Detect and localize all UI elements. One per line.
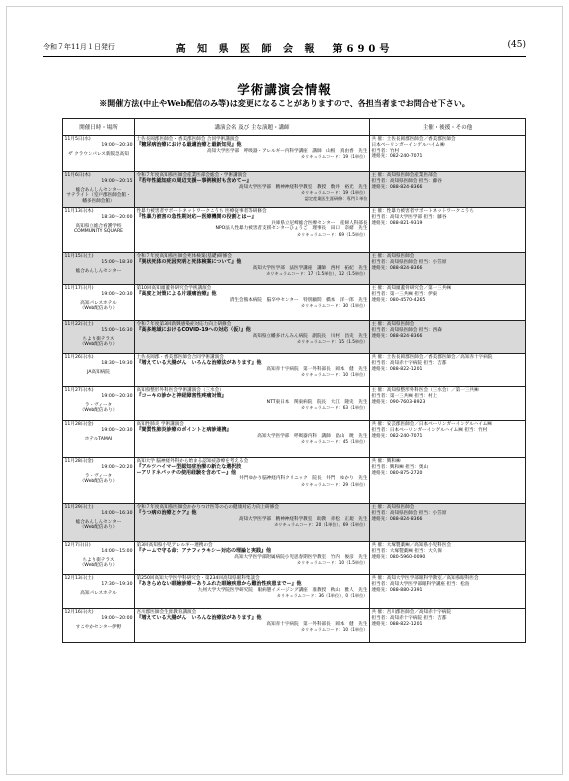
lecture-topic: 『増えている大腸がん いろんな治療法があります』他 xyxy=(136,614,262,621)
curriculum-code: カリキュラムコード：10（1単位） xyxy=(300,627,368,633)
organizer-info: 主 催：高知県医師会 担当者：高知県医師会 担当：小笠原 連絡先：088-824-8366 xyxy=(371,505,447,522)
date-cell xyxy=(63,421,135,458)
curriculum-code: カリキュラムコード：19（1単位） xyxy=(300,154,368,160)
lecture-topic: 『あきらめない眼瞼診療ーありふれた眼瞼疾患から難治性疾患までー』他 xyxy=(136,580,302,587)
event-name: 第3回高知県小児アレルギー連携の会 xyxy=(136,543,213,548)
event-venue: ラ・ヴィータ （Web配信あり） xyxy=(79,402,118,414)
organizer-cell xyxy=(370,609,526,643)
issue-date: 令和７年11月１日発行 xyxy=(43,43,115,51)
lecture-speaker: 高知大学医学部 精神神経科学教室 教授 数井 裕光 先生 xyxy=(238,184,368,190)
event-date: 11月15日(土) xyxy=(64,254,94,259)
lecture-cell xyxy=(135,575,370,609)
lecture-speaker: NTT東日本 関東病院 院長 大江 隆史 先生 xyxy=(266,399,368,405)
event-venue: ちより街テラス （Web配信あり） xyxy=(79,557,118,569)
organizer-cell xyxy=(370,504,526,542)
notice-text: ※開催方法(中止やWeb配信のみ等)は変更になることがありますので、各担当者までお問合せ下さい。 xyxy=(99,98,470,108)
event-time: 19:00～20:30 xyxy=(101,142,133,148)
table-row xyxy=(63,609,526,643)
table-row xyxy=(63,285,526,321)
event-name: 高知大学 脳神経外科から始まる認知症診療を考える会 xyxy=(136,459,249,464)
organizer-info: 共 催：興和㈱ 担当者：興和㈱ 担当：奥山 連絡先：080-875-2720 xyxy=(371,459,429,476)
event-time: 19:00～20:30 xyxy=(101,427,133,433)
event-time: 15:00～18:30 xyxy=(101,259,133,265)
event-venue: 総合あんしんセンター xyxy=(75,268,122,274)
event-date: 11月13日(木) xyxy=(64,209,94,214)
table-row xyxy=(63,504,526,542)
event-venue: ラ・ヴィータ （Web配信あり） xyxy=(79,473,118,485)
organizer-cell xyxy=(370,387,526,421)
date-cell xyxy=(63,253,135,285)
event-date: 11月27日(木) xyxy=(64,388,94,393)
table-row xyxy=(63,421,526,458)
lecture-topic: 『増えている大腸がん いろんな治療法があります』他 xyxy=(136,359,262,366)
lecture-topic: 『高度と対策による片頭痛治療』他 xyxy=(136,290,217,297)
organizer-info: 主 催：高知県医師会 担当者：高知県医師会 担当：西森 連絡先：088-824-8366 xyxy=(371,322,442,339)
event-name: 吾川郡医師会生涯教育講演会 xyxy=(136,610,197,615)
table-row xyxy=(63,354,526,387)
event-date: 11月5日(水) xyxy=(64,137,91,142)
organizer-cell xyxy=(370,253,526,285)
lecture-cell xyxy=(135,253,370,285)
lecture-cell xyxy=(135,458,370,504)
lecture-topic: 『高多地域におけるCOVID-19への対応（仮）』他 xyxy=(136,326,251,333)
event-venue: ザ クラウンパレス新阪急高知 xyxy=(68,151,129,157)
event-name: 令和７年度高知県医師会死体検案(基礎)研修会 xyxy=(136,254,232,259)
event-venue: 高知県立総合看護学校 COMMUNITY SQUARE xyxy=(73,223,124,235)
date-cell xyxy=(63,354,135,387)
lecture-topic: 『コーキの診かと神経障害性疼痛対策』 xyxy=(136,392,227,399)
organizer-cell xyxy=(370,458,526,504)
lecture-cell xyxy=(135,172,370,208)
event-name: 性暴力被害者サポートネットワークこうち 医療従事者等研修会 xyxy=(136,209,267,214)
lecture-cell xyxy=(135,609,370,643)
event-venue: 総合あんしんセンター （Web配信あり） xyxy=(75,519,122,531)
organizer-cell xyxy=(370,285,526,321)
page-number: (45) xyxy=(507,40,526,50)
organizer-info: 共 催：土佐長岡郡医師会／香美郡医師会 日本ベーリンガーインゲルハイム㈱ 担当者：竹村 連絡先：082-240-7071 xyxy=(371,137,456,160)
organizer-info: 共 催：大塚製薬㈱／高知県小児科医会 担当者：大塚製薬㈱ 担当：大久保 連絡先：080-5960-0090 xyxy=(371,543,452,560)
event-time: 19:00～20:30 xyxy=(101,393,133,399)
organizer-cell xyxy=(370,542,526,575)
table-row xyxy=(63,542,526,575)
lecture-speaker: 兵庫県立尼崎総合医療センター 産婦人科部長 NPO法人性暴力被害者支援センターひょうご 理事長 田口 奈緒 先生 xyxy=(215,220,368,232)
curriculum-code: カリキュラムコード：29（1単位） xyxy=(300,482,368,488)
event-date: 11月17日(月) xyxy=(64,286,94,291)
organizer-info: 共 催：吾川郡医師会／高知赤十字病院 担当者：高知赤十字病院 担当：吉都 連絡先：088-822-1201 xyxy=(371,610,452,627)
date-cell xyxy=(63,321,135,354)
lecture-topic: 『糖尿病治療における最適治療と最新知見』他 xyxy=(136,141,242,148)
event-name: 令和７年度高知県医師会産業医部会総会・学術講演会 xyxy=(136,173,247,178)
table-row xyxy=(63,253,526,285)
event-time: 14:00～15:00 xyxy=(101,548,133,554)
lecture-topic: 『チームで守る命：アナフィラキシー対応の理論と実践』他 xyxy=(136,547,272,554)
curriculum-code: カリキュラムコード：10（1.5単位） xyxy=(296,560,368,566)
curriculum-code: カリキュラムコード：69（1.5単位） xyxy=(296,232,368,238)
lecture-speaker: 高知大学医学部 呼吸器内科 講師 畠山 暁 先生 xyxy=(257,433,368,439)
event-date: 11月22日(土) xyxy=(64,322,94,327)
column-header: 開催日時・場所 xyxy=(63,119,135,136)
date-cell xyxy=(63,136,135,172)
lecture-speaker: 九州大学大学院医学研究院 眼病態イメージング講座 准教授 秋山 雅人 先生 xyxy=(197,587,368,593)
lecture-cell xyxy=(135,504,370,542)
organizer-info: 共 催：土佐長岡郡医師会／香美郡医師会／高知赤十字病院 担当者：高知赤十字病院 担当：吉都 連絡先：088-822-1201 xyxy=(371,355,493,372)
lecture-cell xyxy=(135,387,370,421)
header-rule xyxy=(43,56,526,57)
lecture-speaker: 高知大学医学部 精神神経科学教室 助教 赤松 正規 先生 xyxy=(238,516,368,522)
organizer-cell xyxy=(370,321,526,354)
organizer-info: 主 催：高知県整形外科医会（三水会）／第一三共㈱ 担当者：第一三共㈱ 担当：村上 連絡先：090-7603-8923 xyxy=(371,388,479,405)
event-date: 12月13日(土) xyxy=(64,576,94,581)
lecture-topic: 『若年性認知症の周辺支援ー事例検討も含めてー』 xyxy=(136,177,252,184)
lecture-cell xyxy=(135,136,370,172)
lecture-cell xyxy=(135,208,370,253)
table-row xyxy=(63,575,526,609)
lecture-table xyxy=(62,118,526,643)
curriculum-code: カリキュラムコード：15（1.5単位） xyxy=(296,339,368,345)
lecture-speaker: 高知大学医学部 呼吸器・アレルギー内科学講座 講師 山根 真由香 先生 xyxy=(207,148,368,154)
event-name: 第250回高知大学医学科研究会・第234回高知県眼科集談会 xyxy=(136,576,260,581)
organizer-cell xyxy=(370,136,526,172)
event-venue: JA高知病院 xyxy=(87,369,110,375)
event-time: 15:00～16:30 xyxy=(101,327,133,333)
organizer-info: 主 催：性暴力被害者サポートネットワークこうち 担当者：高知大学医学部 担当：藤谷 連絡先：088-821-9319 xyxy=(371,209,474,226)
curriculum-code: カリキュラムコード：20（1単位）、69（1単位） xyxy=(274,522,368,528)
organizer-cell xyxy=(370,172,526,208)
organizer-cell xyxy=(370,575,526,609)
event-name: 第10回高知頭蓋骨研究会学術講演会 xyxy=(136,286,212,291)
organizer-cell xyxy=(370,208,526,253)
lecture-cell xyxy=(135,542,370,575)
lecture-topic: 『うつ病の治療とケア』他 xyxy=(136,509,197,516)
event-name: 土佐長岡郡医師会・香美郡医師会 合同学術講演会 xyxy=(136,137,240,142)
organizer-cell xyxy=(370,421,526,458)
event-time: 18:30～20:00 xyxy=(101,214,133,220)
running-header xyxy=(43,40,526,54)
lecture-speaker: 井門ゆかり脳神経内科クリニック 院長 井門 ゆかり 先生 xyxy=(239,476,368,482)
curriculum-code: カリキュラムコード：17（1.5単位）、12（1.5単位） xyxy=(266,271,368,277)
event-name: 土佐長岡郡・香美郡医師会合同学術講演会 xyxy=(136,355,224,360)
date-cell xyxy=(63,504,135,542)
event-date: 12月16日(火) xyxy=(64,610,94,615)
event-time: 19:00～20:15 xyxy=(101,178,133,184)
table-header-row xyxy=(63,119,526,136)
organizer-info: 共 催：安芸郡医師会／日本ベーリンガーインゲルハイム㈱ 担当者：日本ベーリンガーインゲルハイム㈱ 担当：竹村 連絡先：082-240-7071 xyxy=(371,422,492,439)
lecture-speaker: 高知大学医学部附属病院小児思春期医学教室 竹内 俊彦 先生 xyxy=(234,554,368,560)
event-venue: 高知パレスホテル （Web配信あり） xyxy=(79,300,118,312)
curriculum-code: カリキュラムコード：36（1単位）、0（1単位） xyxy=(276,593,368,599)
organizer-info: 主 催：高知頭蓋骨研究会／第一三共㈱ 担当者：第一三共㈱ 担当：伊東 連絡先：080-4570-4265 xyxy=(371,286,452,303)
lecture-cell xyxy=(135,421,370,458)
organizer-info: 共 催：高知大学医学部眼科学教室／高知県眼科医会 担当者：高知大学医学部眼科学講座 担当：松島 連絡先：088-880-2391 xyxy=(371,576,479,593)
date-cell xyxy=(63,575,135,609)
curriculum-code: カリキュラムコード：10（1単位） xyxy=(300,372,368,378)
date-cell xyxy=(63,208,135,253)
lecture-speaker: 高知赤十字病院 第一外科部長 岡本 健 先生 xyxy=(266,621,368,627)
date-cell xyxy=(63,458,135,504)
journal-title: 高 知 県 医 師 会 報 第690号 xyxy=(175,44,394,55)
event-name: 高知性肺炎 学術講演会 xyxy=(136,422,184,427)
lecture-speaker: 高知赤十字病院 第一外科部長 岡本 健 先生 xyxy=(266,366,368,372)
table-body xyxy=(63,136,526,643)
table-row xyxy=(63,208,526,253)
event-date: 11月29日(土) xyxy=(64,505,94,510)
table-row xyxy=(63,136,526,172)
event-venue: 高知パレスホテル xyxy=(80,590,117,596)
table-row xyxy=(63,321,526,354)
lecture-speaker: 高知県立幡多けんみん病院 副院長 川村 昌史 先生 xyxy=(252,333,368,339)
lecture-cell xyxy=(135,354,370,387)
event-venue: すこやかセンター伊野 xyxy=(75,624,122,630)
event-date: 11月26日(水) xyxy=(64,355,94,360)
lecture-topic: 『性暴力被害の急性期対応ー医療機関の役割とはー』 xyxy=(136,213,257,220)
event-time: 19:00～20:00 xyxy=(101,615,133,621)
date-cell xyxy=(63,387,135,421)
event-time: 14:00～16:30 xyxy=(101,510,133,516)
date-cell xyxy=(63,285,135,321)
lecture-topic: 『異状死体の死因究明と死体検案について』他 xyxy=(136,258,242,265)
curriculum-code: カリキュラムコード：63（1単位） xyxy=(300,405,368,411)
date-cell xyxy=(63,172,135,208)
table-row xyxy=(63,387,526,421)
event-name: 高知県整形外科医会学術講演会（三水会） xyxy=(136,388,224,393)
table-row xyxy=(63,458,526,504)
lecture-cell xyxy=(135,285,370,321)
event-date: 11月28日(金) xyxy=(64,422,94,427)
event-name: 令和７年度高知県医師会かかりつけ医等の心の健康対応力向上研修会 xyxy=(136,505,279,510)
event-time: 19:00～20:20 xyxy=(101,464,133,470)
event-date: 12月7日(日) xyxy=(64,543,91,548)
table-row xyxy=(63,172,526,208)
event-time: 19:00～20:30 xyxy=(101,291,133,297)
page-title: 学術講演会情報 xyxy=(237,82,332,97)
lecture-speaker: 高知大学医学部 法医学講座 講師 西村 拓紀 先生 xyxy=(252,265,368,271)
lecture-topic: 『間質性肺炎診療のポイントと病診連携』 xyxy=(136,426,232,433)
date-cell xyxy=(63,609,135,643)
event-time: 18:30～19:30 xyxy=(101,360,133,366)
column-header: 講演会名 及び 主な演題・講師 xyxy=(135,119,370,136)
date-cell xyxy=(63,542,135,575)
event-date: 11月6日(木) xyxy=(64,173,91,178)
event-venue: ちより街テラス （Web配信あり） xyxy=(79,336,118,348)
organizer-cell xyxy=(370,354,526,387)
lecture-speaker: 済生会熊本病院 脳卒中センター 特別顧問 橋本 洋一郎 先生 xyxy=(229,297,368,303)
event-venue: ホテルTAMAI xyxy=(84,436,113,442)
event-venue: 総合あんしんセンター サテライト（室戸郡医師会館・幡多医師会館） xyxy=(66,187,131,205)
curriculum-code: カリキュラムコード：45（1単位） xyxy=(300,439,368,445)
lecture-cell xyxy=(135,321,370,354)
lecture-topic: 『アルツハイマー型認知症治療の新たな選択肢 ーアリドネパッチの使用経験を含めてー』他 xyxy=(136,463,242,476)
curriculum-code: カリキュラムコード：30（1単位） xyxy=(300,303,368,309)
event-date: 11月28日(金) xyxy=(64,459,94,464)
organizer-info: 主 催：高知県医師会産業医部会 担当者：高知県医師会 担当：藤谷 連絡先：088-824-8366 xyxy=(371,173,442,190)
organizer-info: 主 催：高知県医師会 担当者：高知県医師会 担当：小笠原 連絡先：088-824-8366 xyxy=(371,254,447,271)
curriculum-code: カリキュラムコード：19（1単位） 認定産業医生涯研修：専門１単位 xyxy=(300,190,368,202)
column-header: 主催・後援・その他 xyxy=(370,119,526,136)
event-name: 令和７年度第3回新興感染症対応力向上研修会 xyxy=(136,322,232,327)
event-time: 17:30～19:30 xyxy=(101,581,133,587)
